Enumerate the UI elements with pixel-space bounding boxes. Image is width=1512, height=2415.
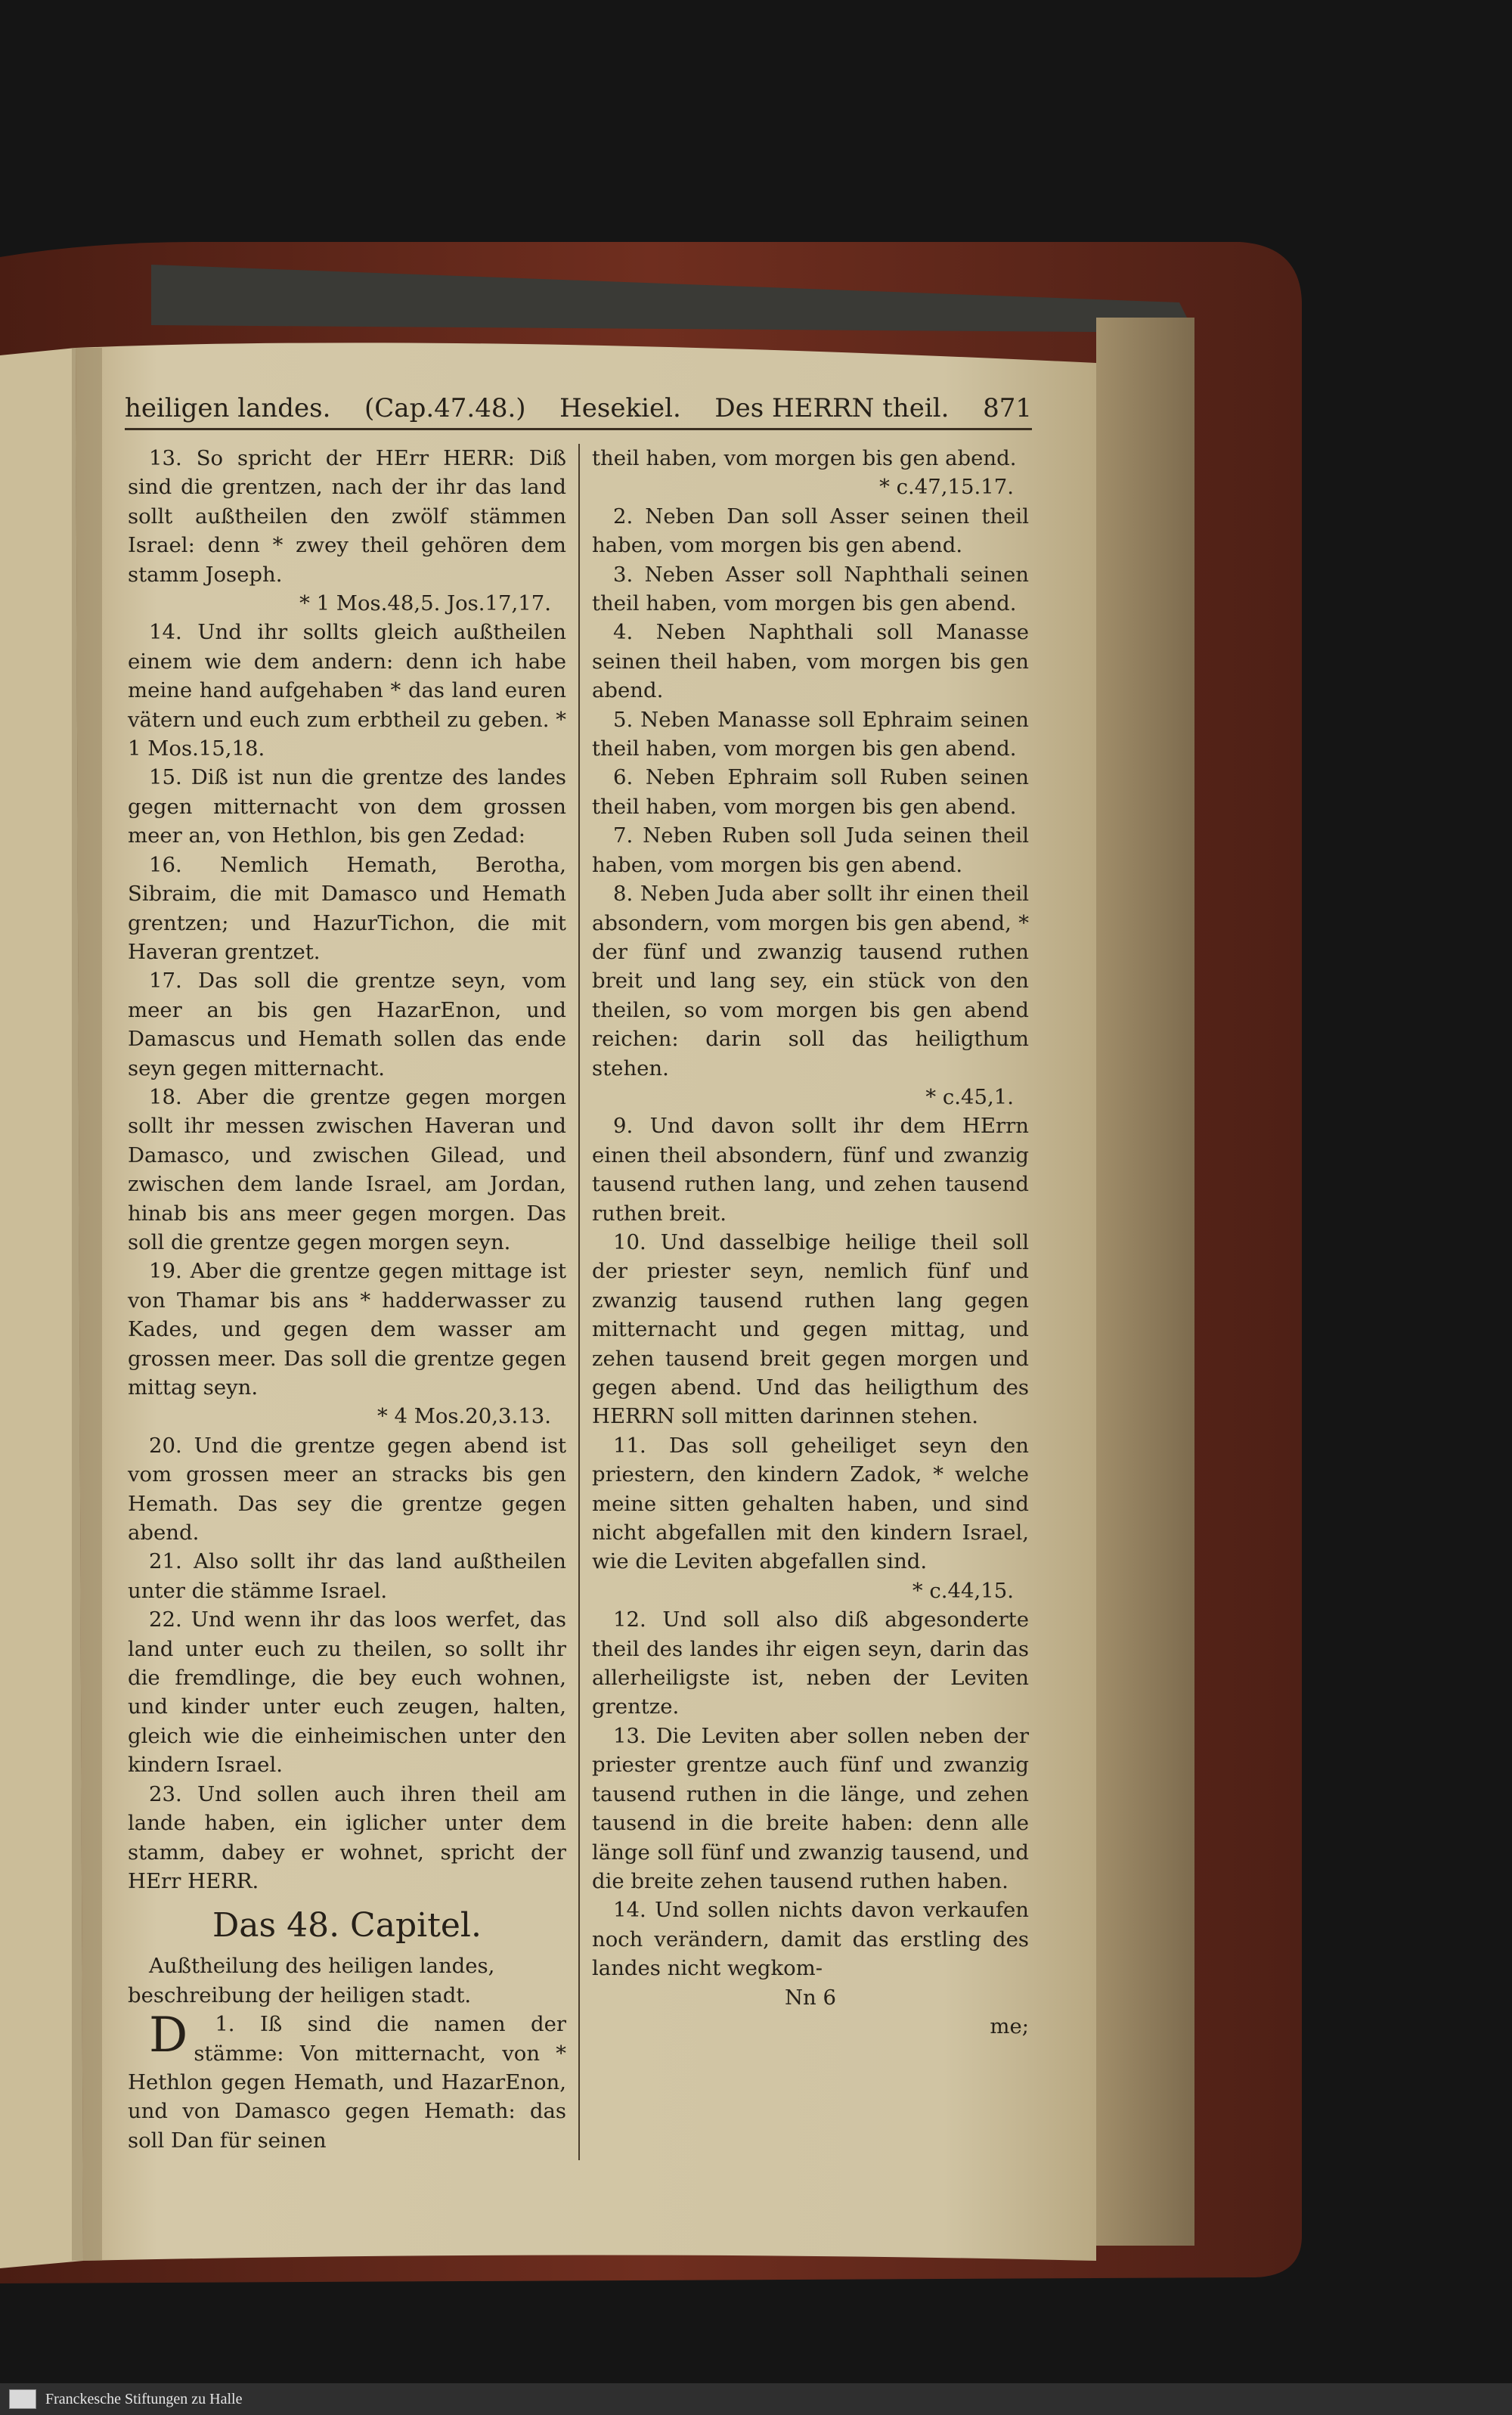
verse: 2. Neben Dan soll Asser seinen theil haben, vom morgen bis gen abend. xyxy=(592,504,1029,558)
cross-reference: * 1 Mos.48,5. Jos.17,17. xyxy=(299,591,551,616)
header-book: Hesekiel. xyxy=(559,393,681,423)
cross-reference: * c.44,15. xyxy=(912,1578,1014,1603)
verse: 15. Diß ist nun die grentze des landes gegen mitternacht von dem grossen meer an, von Hethlon, bis gen Zedad: xyxy=(128,765,566,848)
verse: 23. Und sollen auch ihren theil am lande haben, ein iglicher unter dem stamm, dabey er wohnet, spricht der HErr HERR. xyxy=(128,1781,566,1893)
verse: 14. Und sollen nichts davon verkaufen noch verändern, damit das erstling des landes nicht wegkom- xyxy=(592,1898,1029,1981)
header-center: (Cap.47.48.) xyxy=(364,393,526,423)
verse: 9. Und davon sollt ihr dem HErrn einen theil absondern, fünf und zwanzig tausend ruthen lang, und zehen tausend ruthen breit. xyxy=(592,1114,1029,1226)
verse: 19. Aber die grentze gegen mittage ist von Thamar bis ans * hadderwasser zu Kades, und gegen dem wasser am grossen meer. Das soll die grentze gegen mittag seyn. xyxy=(128,1259,566,1400)
chapter-title: Das 48. Capitel. xyxy=(212,1906,482,1945)
cross-reference: * 4 Mos.20,3.13. xyxy=(376,1404,551,1429)
signature-mark: Nn 6 xyxy=(784,1985,836,2010)
verse: 10. Und dasselbige heilige theil soll der priester seyn, nemlich fünf und zwanzig tausend ruthen lang gegen mitternacht und gegen mittag, und zehen tausend breit gegen morgen und gegen abend. Und das heiligthum des HERRN soll mitten darinnen stehen. xyxy=(592,1229,1029,1429)
left-facing-page xyxy=(0,348,83,2268)
cross-reference: * c.45,1. xyxy=(925,1084,1014,1109)
verse: 18. Aber die grentze gegen morgen sollt ihr messen zwischen Haveran und Damasco, und zwischen Gilead, und zwischen dem lande Israel, am Jordan, hinab bis ans meer gegen morgen. Das soll die grentze gegen morgen seyn. xyxy=(128,1084,566,1254)
verse: 3. Neben Asser soll Naphthali seinen theil haben, vom morgen bis gen abend. xyxy=(592,562,1029,616)
verse: 20. Und die grentze gegen abend ist vom grossen meer an stracks bis gen Hemath. Das sey die grentze gegen abend. xyxy=(128,1433,566,1545)
chapter-first-verse xyxy=(128,2007,566,2155)
verse: 8. Neben Juda aber sollt ihr einen theil absondern, vom morgen bis gen abend, * der fünf und zwanzig tausend ruthen breit und lang sey, ein stück von den theilen, so vom morgen bis gen abend reichen: darin soll das heiligthum stehen. xyxy=(592,882,1029,1080)
verse-number: 1. xyxy=(215,2012,235,2037)
header-left: heiligen landes. xyxy=(125,393,331,423)
verse: 16. Nemlich Hemath, Berotha, Sibraim, die mit Damasco und Hemath grentzen; und HazurTichon, die mit Haveran grentzet. xyxy=(128,852,566,964)
verse-continued: theil haben, vom morgen bis gen abend. xyxy=(592,446,1017,470)
verse: 14. Und ihr sollts gleich außtheilen einem wie dem andern: denn ich habe meine hand aufgehaben * das land euren vätern und euch zum erbtheil zu geben. * 1 Mos.15,18. xyxy=(128,620,566,761)
gutter-shadow xyxy=(72,348,102,2261)
text-columns xyxy=(125,444,1032,2160)
verse: 7. Neben Ruben soll Juda seinen theil haben, vom morgen bis gen abend. xyxy=(592,823,1029,877)
running-header xyxy=(125,393,1032,430)
cross-reference: * c.47,15.17. xyxy=(879,475,1014,500)
left-column xyxy=(125,444,578,2160)
verse: 13. Die Leviten aber sollen neben der priester grentze auch fünf und zwanzig tausend ruthen in die länge, und zehen tausend in die breite haben: denn alle länge soll fünf und zwanzig tausend, und die breite zehen tausend ruthen haben. xyxy=(592,1723,1029,1893)
verse: 22. Und wenn ihr das loos werfet, das land unter euch zu theilen, so sollt ihr die fremdlinge, die bey euch wohnen, und kinder unter euch zeugen, halten, gleich wie die einheimischen unter den kindern Israel. xyxy=(128,1607,566,1778)
verse: 5. Neben Manasse soll Ephraim seinen theil haben, vom morgen bis gen abend. xyxy=(592,707,1029,761)
page-edges-right xyxy=(1096,318,1194,2246)
drop-cap: D xyxy=(149,2007,188,2064)
footer-institution: Franckesche Stiftungen zu Halle xyxy=(45,2390,243,2407)
institution-logo-icon xyxy=(9,2389,36,2409)
verse: 21. Also sollt ihr das land außtheilen unter die stämme Israel. xyxy=(128,1549,566,1603)
header-right: Des HERRN theil. xyxy=(714,393,950,423)
verse-text: Iß sind die namen der stämme: Von mitternacht, von * Hethlon gegen Hemath, und HazarEnon, und von Damasco gegen Hemath: das soll Dan für seinen xyxy=(128,2012,566,2153)
footer-bar xyxy=(0,2383,1512,2415)
verse: 17. Das soll die grentze seyn, vom meer an bis gen HazarEnon, und Damascus und Hemath sollen das ende seyn gegen mitternacht. xyxy=(128,969,566,1080)
page-text xyxy=(125,393,1032,2193)
right-column xyxy=(578,444,1032,2160)
verse: 11. Das soll geheiliget seyn den priestern, den kindern Zadok, * welche meine sitten gehalten haben, und sind nicht abgefallen mit den kindern Israel, wie die Leviten abgefallen sind. xyxy=(592,1433,1029,1574)
verse: 12. Und soll also diß abgesonderte theil des landes ihr eigen seyn, darin das allerheiligste ist, neben der Leviten grentze. xyxy=(592,1607,1029,1719)
page-number: 871 xyxy=(983,393,1032,423)
verse: 13. So spricht der HErr HERR: Diß sind die grentzen, nach der ihr das land sollt außtheilen den zwölf stämmen Israel: denn * zwey theil gehören dem stamm Joseph. xyxy=(128,446,566,587)
catchword: me; xyxy=(990,2014,1029,2038)
chapter-summary: Außtheilung des heiligen landes, beschreibung der heiligen stadt. xyxy=(128,1954,495,2007)
verse: 4. Neben Naphthali soll Manasse seinen theil haben, vom morgen bis gen abend. xyxy=(592,620,1029,703)
verse: 6. Neben Ephraim soll Ruben seinen theil haben, vom morgen bis gen abend. xyxy=(592,765,1029,819)
